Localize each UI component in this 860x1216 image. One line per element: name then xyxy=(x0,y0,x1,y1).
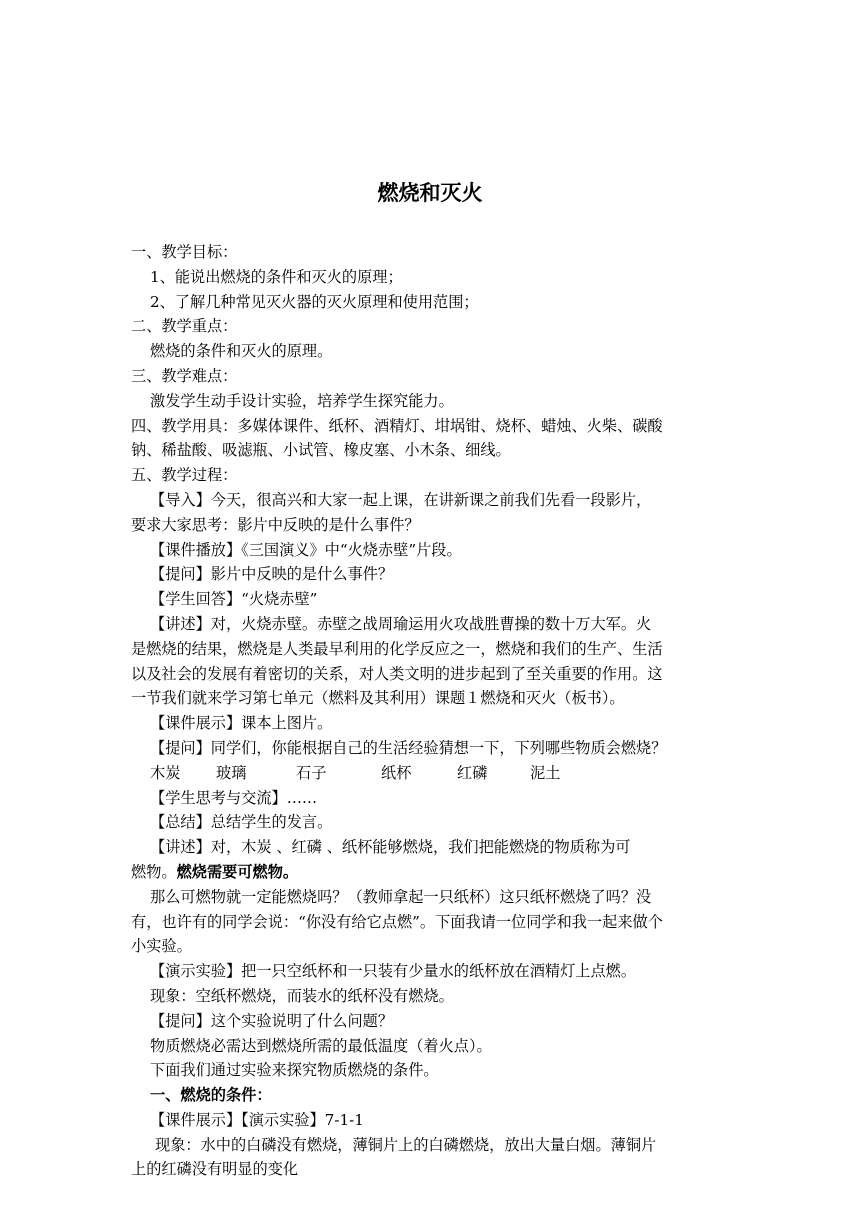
paragraph-line: 【提问】这个实验说明了什么问题？ xyxy=(150,1011,393,1030)
paragraph-line: 【学生回答】“火烧赤壁” xyxy=(150,590,318,609)
document-body xyxy=(131,240,731,1182)
substance-item: 木炭 xyxy=(150,763,181,782)
section-heading-difficulty: 三、教学难点： xyxy=(131,366,238,385)
paragraph-line: 【提问】影片中反映的是什么事件？ xyxy=(150,565,393,584)
paragraph-line: 【课件播放】《三国演义》中“火烧赤壁”片段。 xyxy=(150,540,462,559)
paragraph-line: 要求大家思考：影片中反映的是什么事件？ xyxy=(131,515,420,534)
tools-continuation: 钠、稀盐酸、吸滤瓶、小试管、橡皮塞、小木条、细线。 xyxy=(131,441,511,460)
section-heading-tools: 四、教学用具：多媒体课件、纸杯、酒精灯、坩埚钳、烧杯、蜡烛、火柴、碳酸 xyxy=(131,416,663,435)
paragraph-line: 有，也许有的同学会说：“你没有给它点燃”。下面我请一位同学和我一起来做个 xyxy=(131,912,663,931)
substance-item: 红磷 xyxy=(457,763,488,782)
paragraph-line: 小实验。 xyxy=(131,937,192,956)
difficulty-text: 激发学生动手设计实验，培养学生探究能力。 xyxy=(150,391,454,410)
keypoint-text: 燃烧的条件和灭火的原理。 xyxy=(150,342,333,361)
section-heading-process: 五、教学过程： xyxy=(131,466,238,485)
paragraph-line: 物质燃烧必需达到燃烧所需的最低温度（着火点）。 xyxy=(150,1036,492,1055)
objective-item: 2、了解几种常见灭火器的灭火原理和使用范围； xyxy=(150,292,479,311)
substance-item: 玻璃 xyxy=(216,763,247,782)
substance-item: 纸杯 xyxy=(381,763,412,782)
paragraph-line: 一节我们就来学习第七单元（燃料及其利用）课题１燃烧和灭火（板书）。 xyxy=(131,689,625,708)
objective-item: 1、能说出燃烧的条件和灭火的原理； xyxy=(150,267,403,286)
paragraph-line: 现象：水中的白磷没有燃烧，薄铜片上的白磷燃烧，放出大量白烟。薄铜片 xyxy=(155,1135,657,1154)
paragraph-line: 【讲述】对，火烧赤壁。赤壁之战周瑜运用火攻战胜曹操的数十万大军。火 xyxy=(150,614,652,633)
paragraph-line: 那么可燃物就一定能燃烧吗？（教师拿起一只纸杯）这只纸杯燃烧了吗？没 xyxy=(150,887,652,906)
paragraph-line: 上的红磷没有明显的变化 xyxy=(131,1160,299,1179)
paragraph-line: 是燃烧的结果，燃烧是人类最早利用的化学反应之一，燃烧和我们的生产、生活 xyxy=(131,639,663,658)
page-title: 燃烧和灭火 xyxy=(377,181,483,205)
paragraph-text: 燃物。 xyxy=(131,862,177,881)
paragraph-line: 现象：空纸杯燃烧，而装水的纸杯没有燃烧。 xyxy=(150,986,454,1005)
emphasis-text: 燃烧需要可燃物。 xyxy=(176,862,299,881)
paragraph-line: 【总结】总结学生的发言。 xyxy=(150,813,333,832)
paragraph-line xyxy=(131,860,731,885)
paragraph-line: 【演示实验】把一只空纸杯和一只装有少量水的纸杯放在酒精灯上点燃。 xyxy=(150,962,636,981)
section-heading-keypoints: 二、教学重点： xyxy=(131,317,238,336)
paragraph-line: 【学生思考与交流】…… xyxy=(150,788,318,807)
paragraph-line: 【课件展示】课本上图片。 xyxy=(150,714,333,733)
section-heading-objectives: 一、教学目标： xyxy=(131,243,238,261)
paragraph-line: 【讲述】对，木炭 、红磷 、纸杯能够燃烧，我们把能燃烧的物质称为可 xyxy=(150,838,631,857)
subsection-heading: 一、燃烧的条件： xyxy=(150,1086,272,1105)
paragraph-line: 【提问】同学们，你能根据自己的生活经验猜想一下，下列哪些物质会燃烧？ xyxy=(150,738,667,757)
paragraph-line: 以及社会的发展有着密切的关系，对人类文明的进步起到了至关重要的作用。这 xyxy=(131,664,663,683)
paragraph-line: 下面我们通过实验来探究物质燃烧的条件。 xyxy=(150,1061,439,1080)
substance-list xyxy=(131,761,731,786)
paragraph-line: 【课件展示】【演示实验】7-1-1 xyxy=(150,1110,364,1129)
substance-item: 石子 xyxy=(296,763,327,782)
paragraph-line: 【导入】今天，很高兴和大家一起上课，在讲新课之前我们先看一段影片， xyxy=(150,490,652,509)
substance-item: 泥土 xyxy=(530,763,561,782)
